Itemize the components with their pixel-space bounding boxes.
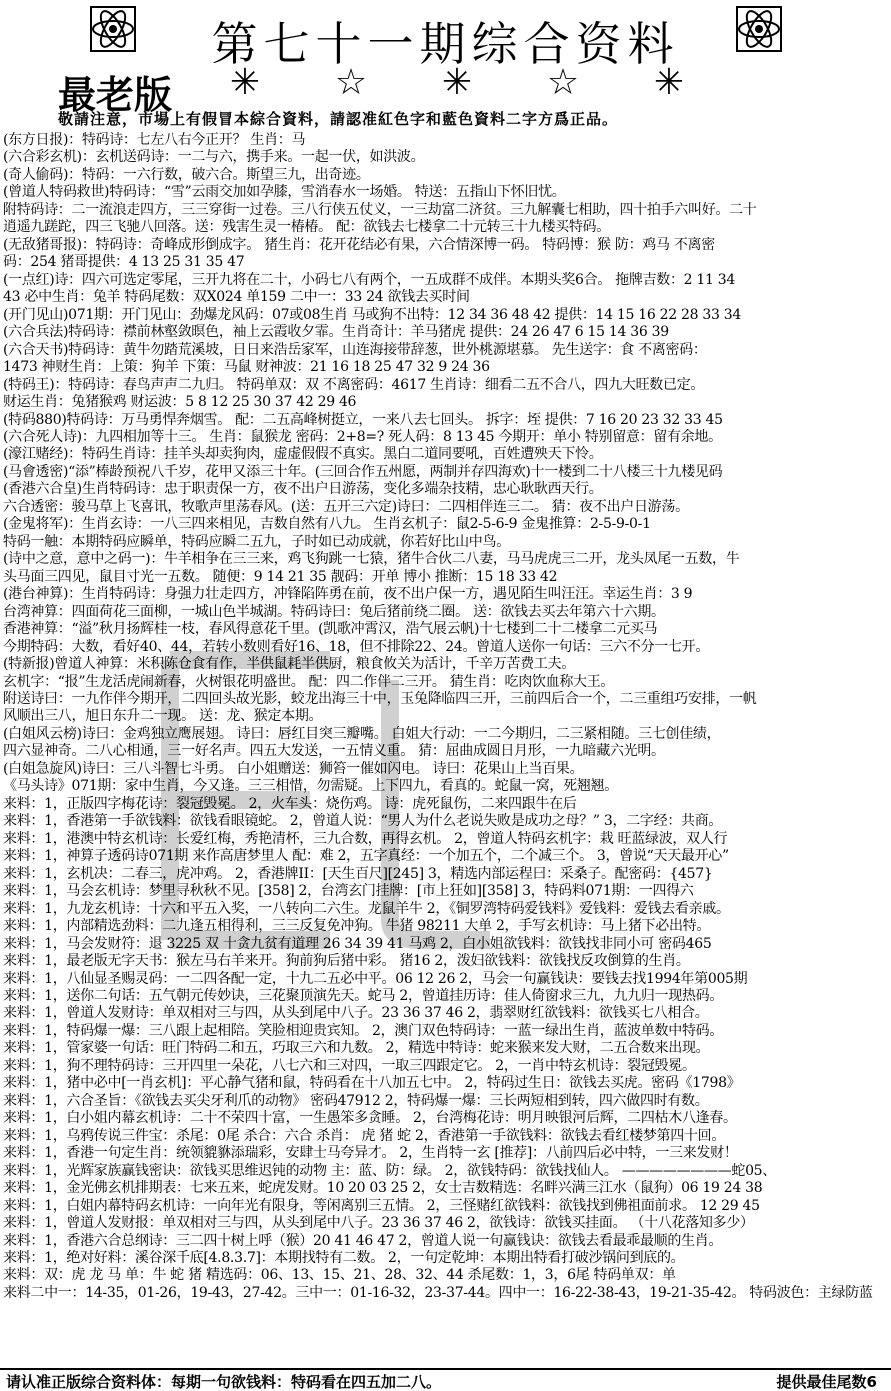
text-line: 来料二中一：14-35，01-26，19-43，27-42。三中一：01-16-32，23-37-44。四中一：16-22-38-43，19-21-35-42。 特码波色：主绿防蓝 (3, 1284, 873, 1301)
text-line: 来料：双：虎 龙 马 单：牛 蛇 猪 精选码：06、13、15、21、28、32、44 杀尾数：1，3，6尾 特码单双：单 (3, 1267, 676, 1284)
text-line: (六合兵法)特码诗：襟前林壑敛暝色，袖上云霞收夕霏。生肖奇计：羊马猪虎 提供：24 26 47 6 15 14 36 39 (3, 324, 669, 341)
edition-label: 最老版 (58, 73, 173, 117)
text-line: 来料：1，曾道人发财诗：单双相对三与四，从头到尾中八子。23 36 37 46 2，翡翠财红欲钱料：欲钱买七八相合。 (3, 1005, 709, 1022)
document-body (3, 132, 887, 1302)
text-line: (特码王)：特码诗：春鸟声声二九归。 特码单双：双 不离密码：4617 生肖诗：细看二五不合八，四九大旺数已定。 (3, 376, 705, 393)
text-line: 来料：1，曾道人发财报：单双相对三与四，从头到尾中八子。23 36 37 46 2，欲钱诗：欲钱买挂面。 （十八花落知多少） (3, 1215, 754, 1232)
text-line: 来料：1，管家婆一句话：旺门特码二和五，巧取三六和九数。 2，精选中特诗：蛇来猴来发大财，二五合数来出现。 (3, 1040, 710, 1057)
text-line: 今期特码：大数，看好40、44，若转小数则看好16、18，但不排除22、24。曾道人送你一句话：三六不分一七开。 (3, 638, 710, 655)
text-line: 来料：1，香港一句定生肖：统领貔貅添瑞彩，安肆士马夸异才。 2，生肖特一玄 [推荐]：八前四后必中特，一三来发财！ (3, 1145, 738, 1162)
text-line: 玄机字：“报”生龙活虎闹新春，火树银花明盛世。 配：四二作伴二三开。 猜生肖：吃肉饮血称大王。 (3, 673, 615, 690)
text-line: 来料：1，港澳中特玄机诗：长爱红梅，秀艳清杯，三九合数，再得玄机。 2，曾道人特码玄机字：栽 旺蓝绿波，双人行 (3, 830, 728, 847)
footer-left-text: 请认准正版综合资料体：每期一句欲钱料：特码看在四五加二八。 (6, 1373, 442, 1391)
text-line: 来料：1，神算子透码诗071期 来作高唐梦里人 配：难 2，五字真经：一个加五个，二个减三个。 3，曾说“天天最开心” (3, 848, 729, 865)
text-line: (濠江赌经)：特码生肖诗：挂羊头却卖狗肉，虚虚假假不真实。黑白二道同要吼，百姓遭殃天下怜。 (3, 446, 603, 463)
text-line: 来料：1，马会发财符：退 3225 双 十贪九贫有道理 26 34 39 41 马鸡 2，白小姐欲钱料：欲钱找非同小可 密码465 (3, 935, 712, 952)
text-line: 来料：1，狗不理特码诗：三开四里一朵花，八七六和三对四，一取三四跟定它。 2，一肖中特玄机诗：裂冠毁冕。 (3, 1057, 696, 1074)
text-line: (一点红)诗：四六可选定零尾，三开九将在二十，小码七八有两个，一五成群不成伴。本期头奖6合。 拖牌吉数：2 11 34 (3, 271, 736, 288)
document-header (0, 0, 891, 128)
text-line: 来料：1，玄机决：二春三，虎冲鸡。 2，香港牌II：[天生百尺][245] 3，精选内部运程曰：采桑子。配密码：{457} (3, 865, 713, 882)
text-line: (开门见山)071期：开门见山：劲爆龙风码：07或08生肖 马或狗不出特：12 34 36 48 42 提供：14 15 16 22 28 33 34 (3, 306, 741, 323)
text-line: (金鬼将军)：生肖玄诗：一八三四来相见，吉数自然有八九。 生肖玄机子：鼠2-5-6-9 金鬼推算：2-5-9-0-1 (3, 516, 651, 533)
text-line: 风顺出三八，旭日东升二一现。 送：龙、猴定本期。 (3, 708, 323, 725)
asterisk-star-icon: ✳ (441, 62, 473, 103)
text-line: 来料：1，绝对好料：溪谷深千底[4.8.3.7]：本期找特有二数。 2，一句定乾坤：本期出特看打破沙锅问到底的。 (3, 1250, 685, 1266)
text-line: 来料：1，猪中必中[一肖玄机]：平心静气猪和鼠，特码看在十八加五七中。 2，特码过生日：欲钱去买虎。密码《1798》 (3, 1075, 741, 1092)
asterisk-star-icon: ✳ (229, 62, 261, 103)
text-line: 台湾神算：四面荷花三面柳，一城山色半城湖。特码诗曰：兔后猪前绕二圈。 送：欲钱去买去年第六十六期。 (3, 603, 665, 620)
text-line: 来料：1，香港第一手欲钱料：欲钱看眼镜蛇。 2，曾道人说：“男人为什么老说失败是成功之母？” 3，二字经：共商。 (3, 813, 723, 830)
text-line: 财运生肖：兔猪猴鸡 财运波：5 8 12 25 30 37 42 29 46 (3, 394, 357, 411)
text-line: 来料：1，金光佛玄机排期表：七来五来，蛇虎发财。10 20 03 25 2，女士吉数精选：名畔兴满三江水（鼠狗）06 19 24 38 (3, 1180, 763, 1197)
text-line: (特码880)特码诗：万马勇悍奔烟雪。 配：二五高峰树挺立，一来八去七回头。 拆字：垤 提供：7 16 20 23 32 33 45 (3, 411, 723, 428)
text-line: 香港神算：“溢”秋月扬辉桂一枝，春风得意花千里。(凯歌冲霄汉，浩气展云帆)十七楼到二十二楼拿二元买马 (3, 621, 658, 638)
text-line: 来料：1，光辉家族赢钱密诀：欲钱买思维迟钝的动物 主：蓝、防：绿。 2，欲钱特码：欲钱找仙人。 ————————蛇05、 (3, 1162, 776, 1179)
text-line: 来料：1，六合圣旨：《欲钱去买尖牙利爪的动物》 密码47912 2，特码爆一爆：三长两短相到转，四六做四时有数。 (3, 1092, 709, 1109)
text-line: (奇人偷码)：特码：一六行数，破六合。斯望三九，出奇迹。 (3, 166, 370, 183)
outline-star-icon: ☆ (334, 62, 368, 103)
text-line: (诗中之意，意中之码一)：牛羊相争在三三来，鸡飞狗跳一七猿，猪牛合伙二八妻，马马虎虎三二开，龙头凤尾一五数，牛 (3, 551, 740, 568)
text-line: 来料：1，内部精选劲料：二九逢五相得利，三三反复免冲狗。 牛猪 98211 大单 2，手写玄机诗：马上猪下必出特。 (3, 918, 711, 935)
text-line: (白姐风云榜)诗曰：金鸡独立鹰展翅。 诗曰：唇红目突三瓣嘴。 白姐大行动：一二今期归，二三紧相随。三七创佳绩， (3, 725, 721, 742)
text-line: 来料：1，最老版无字天书：猴左马右羊来开。狗前狗后猪中彩。 猪16 2，泼妇欲钱料：欲钱找反攻倒算的生肖。 (3, 953, 690, 970)
asterisk-star-icon: ✳ (653, 62, 685, 103)
page-title: 第七十一期综合资料 (211, 17, 680, 71)
document-footer (0, 1368, 891, 1391)
text-line: (白姐急旋风)诗曰：三八斗智七斗勇。 白小姐赠送：狮笞一催如闪电。 诗曰：花果山上当百果。 (3, 760, 584, 777)
footer-right-text: 提供最佳尾数6 (776, 1373, 877, 1391)
text-line: (无敌猪哥报)：特码诗：奇峰成形倒成字。 猪生肖：花开花结必有果，六合情深博一码。 特码博：猴 防：鸡马 不离密 (3, 236, 715, 253)
star-row (222, 62, 692, 103)
text-line: (港台神算)：生肖特码诗：身强力壮走四方，冲锋陷阵勇在前，夜不出户保一方，遇见陌生叫汪汪。幸运生肖：3 9 (3, 586, 693, 603)
text-line: 来料：1，白小姐内幕玄机诗：二十不荣四十富，一生愚笨多贪睡。 2，台湾梅花诗：明月映银河后辉，二四枯木八逢春。 (3, 1110, 737, 1127)
text-line: 特码一触：本期特码应瞬单，特码应瞬二五九，子时如已动成就，你若好比山中鸟。 (3, 533, 510, 550)
text-line: (东方日报)：特码诗：七左八右今正开？ 生肖：马 (3, 132, 306, 148)
text-line: (六合死人诗)：九四相加等十三。 生肖：鼠猴龙 密码：2+8=? 死人码：8 13 45 今期开：单小 特别留意：留有余地。 (3, 428, 722, 445)
text-line: 附特码诗：二一流浪走四方，三三穿街一过卷。三八行侠五仗义，一三劫富二济贫。三九解囊七相助，四十拍手六叫好。二十 (3, 201, 757, 218)
text-line: 来料：1，乌鸦传说三件宝：杀尾：0尾 杀合：六合 杀肖： 虎 猪 蛇 2，香港第一手欲钱料：欲钱去看红楼梦第四十回。 (3, 1127, 726, 1144)
text-line: 来料：1，九龙玄机诗：十六和平五入奖，一八转向二六生。龙鼠羊牛 2，《铜罗湾特码爱钱料》爱钱料：爱钱去看亲戚。 (3, 900, 730, 917)
text-line: 码：254 猪哥提供：4 13 25 31 35 47 (3, 254, 245, 271)
text-line: (曾道人特码救世)特码诗：“雪”云雨交加如孕膝，雪消春水一场婚。 特送：五指山下怀旧忧。 (3, 184, 566, 201)
text-line: 《马头诗》071期：家中生肖，今又逢。三三相惜，勿需疑。上下四九，看真的。蛇鼠一窝，死翘翘。 (3, 778, 618, 795)
authenticity-notice: 敬請注意，市場上有假冒本綜合資料，請認准紅色字和藍色資料二字方爲正品。 (58, 110, 619, 128)
text-line: 来料：1，马会玄机诗：梦里寻秋秋不见。[358] 2，台湾玄门挂牌：[市上狂如][358] 3，特码料071期：一四得六 (3, 883, 694, 900)
text-line: (六合天书)特码诗：黄牛勿踏荒溪坡，日日来浩岳家军，山连海接带辞葱，世外桃源堪慕。 先生送字：食 不离密码： (3, 341, 707, 358)
text-line: 来料：1，香港六合总纲诗：三二四十树上呼（猴）20 41 46 47 2，曾道人说一句赢钱诀：欲钱去看最乖最顺的生肖。 (3, 1232, 723, 1249)
text-line: 逍遥九蹉跎，四三飞驰八回落。送：残害生灵一椿椿。 配：欲钱去七楼拿二十元转三十九楼买特码。 (3, 219, 610, 236)
text-line: 来料：1，八仙显圣赐灵码：一二四各配一定，十九二五必中平。06 12 26 2，马会一句赢钱诀：要钱去找1994年第005期 (3, 970, 748, 987)
text-line: (特新报)曾道人神算：米积陈仓食有作，半供鼠耗半供厨，粮食攸关为活计，千辛万苦费工夫。 (3, 656, 576, 673)
text-line: (马會透密)“添”棒龄预祝八千岁，花甲又添三十年。(三回合作五州愿，两制并存四海欢)十一楼到二十八楼三十九楼见码 (3, 463, 723, 480)
text-line: 四六显神奇。二八心相通，三一好名声。四五大发送，一五情义重。 猜：屈曲成圆日月形，一九暗藏六光明。 (3, 743, 665, 760)
text-line: 来料：1，白姐内幕特码玄机诗：一向年光有限身，等闲离别三五情。 2，三怪赌红欲钱料：欲钱找到佛祖面前求。 12 29 45 (3, 1197, 760, 1214)
text-line: 来料：1，送你二句话：五气朝元传妙诀，三花聚顶演先天。蛇马 2，曾道挂历诗：佳人倚窗求三九，九九归一现热码。 (3, 987, 724, 1004)
outline-star-icon: ☆ (546, 62, 580, 103)
atom-emblem-icon (736, 6, 782, 52)
text-line: (香港六合皇)生肖特码诗：忠于职责保一方，夜不出户日游荡，变化多端杂技精，忠心耿耿西天行。 (3, 481, 603, 498)
text-line: 43 必中生肖：兔羊 特码尾数：双X024 单159 二中一：33 24 欲钱去买时间 (3, 289, 470, 306)
text-line: 1473 神财生肖：上策：狗羊 下策：马鼠 财神波：21 16 18 25 47 32 9 24 36 (3, 359, 490, 376)
text-line: 头马面三四见，鼠目寸光一五数。 随便：9 14 21 35 靓码：开单 博小 推断：15 18 33 42 (3, 568, 558, 585)
text-line: 附送诗曰：一九作伴今期开，二四回头故光影，蛟龙出海三十中，玉兔降临四三开，三前四后合一个，二三重组巧安排，一帆 (3, 691, 757, 707)
text-line: 来料：1，特码爆一爆：三八跟上起相陪。笑脸相迎贵宾知。 2，澳门双色特码诗：一蓝一绿出生肖，蓝波单数中特码。 (3, 1022, 724, 1039)
text-line: 六合透密：骏马草上飞喜讯，牧歌声里荡春风。(送：五开三六定)诗曰：二四相伴连三二。 猜：夜不出户日游荡。 (3, 498, 689, 515)
text-line: 来料：1，正版四字梅花诗：裂冠毁冕。 2，火车头：烧伤鸡。 诗：虎死鼠伤，二来四跟牛在后 (3, 795, 577, 812)
text-line: (六合彩玄机)：玄机送码诗：一二与六，携手来。一起一伏，如洪波。 (3, 149, 425, 166)
